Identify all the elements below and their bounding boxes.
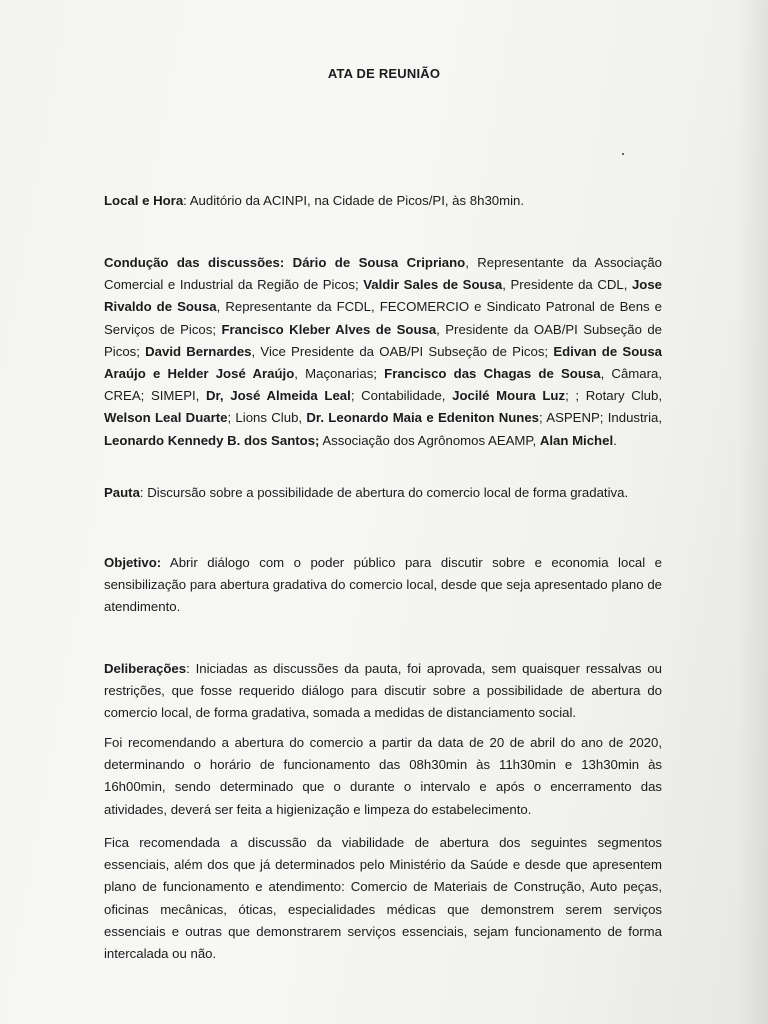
participant-role: , Representante da Associação Comercial e Industrial da Região de Picos; <box>104 255 662 293</box>
participant-name: David Bernardes <box>145 343 252 359</box>
participant-name: Valdir Sales de Sousa <box>363 277 503 293</box>
participant-name: Leonardo Kennedy B. dos Santos; <box>104 432 320 448</box>
participant-name: Jose Rivaldo de Sousa <box>104 277 662 315</box>
participant-role: , Representante da FCDL, FECOMERCIO e Sindicato Patronal de Bens e Serviços de Picos; <box>104 299 662 337</box>
local-hora-label: Local e Hora <box>104 193 184 208</box>
participant-role: ; Lions Club, <box>227 410 307 426</box>
local-hora-paragraph <box>104 190 662 212</box>
conducao-space <box>284 255 292 270</box>
participant-name: Francisco Kleber Alves de Sousa <box>221 321 437 337</box>
objetivo-text: Abrir diálogo com o poder público para discutir sobre e economia local e sensibilização para abertura gradativa do comercio local, desde que seja apresentado plano de atendimento. <box>104 555 662 615</box>
participant-role: , Maçonarias; <box>294 366 385 382</box>
participant-role: , Presidente da CDL, <box>502 277 632 293</box>
participant-name: Francisco das Chagas de Sousa <box>384 366 601 382</box>
participant-role: ; Contabilidade, <box>350 388 453 404</box>
objetivo-label: Objetivo: <box>104 555 162 570</box>
pauta-text: : Discursão sobre a possibilidade de abertura do comercio local de forma gradativa. <box>139 485 629 500</box>
deliberacoes-text: : Iniciadas as discussões da pauta, foi aprovada, sem quaisquer ressalvas ou restrições, que fosse requerido diálogo para discutir sobre a possibilidade de abertura do comercio local, de forma gradativa, somada a medidas de distanciamento social. <box>104 661 662 721</box>
participant-name: Welson Leal Duarte <box>104 410 228 426</box>
participant-name: Dr. Leonardo Maia e Edeniton Nunes <box>306 410 540 426</box>
pauta-paragraph <box>104 482 662 504</box>
deliberacoes-label: Deliberações <box>104 661 187 676</box>
participant-role: Associação dos Agrônomos AEAMP, <box>319 432 540 448</box>
participant-role: ; ASPENP; Industria, <box>539 410 662 426</box>
participant-name: Alan Michel <box>539 432 614 448</box>
document-title: ATA DE REUNIÃO <box>327 66 441 81</box>
pauta-label: Pauta <box>104 485 140 500</box>
local-hora-text: : Auditório da ACINPI, na Cidade de Picos/PI, às 8h30min. <box>183 193 525 208</box>
conducao-label: Condução das discussões: <box>104 255 285 270</box>
participant-name: Edivan de Sousa Araújo e Helder José Araújo <box>104 343 662 382</box>
deliberacoes-paragraph <box>104 658 662 725</box>
horario-paragraph: Foi recomendando a abertura do comercio a partir da data de 20 de abril do ano de 2020, determinando o horário de funcionamento das 08h30min às 11h30min e 13h30min às 16h00min, sendo determinado que o durante o intervalo e após o encerramento das atividades, deverá ser feita a higienização e limpeza do estabelecimento. <box>104 735 662 817</box>
conducao-paragraph <box>104 252 662 452</box>
participant-name: Dr, José Almeida Leal <box>205 388 351 404</box>
participant-name: Jocilé Moura Luz <box>452 388 566 404</box>
participant-role: . <box>613 432 617 448</box>
objetivo-paragraph <box>104 552 662 619</box>
ink-dot <box>622 153 624 155</box>
page-shadow <box>738 0 768 1024</box>
participant-name: Dário de Sousa Cripriano <box>292 255 466 270</box>
participant-role: , Câmara, CREA; SIMEPI, <box>104 366 662 404</box>
segmentos-paragraph: Fica recomendada a discussão da viabilidade de abertura dos seguintes segmentos essenciais, além dos que já determinados pelo Ministério da Saúde e desde que apresentem plano de funcionamento e atendimento: Comercio de Materiais de Construção, Auto peças, oficinas mecânicas, óticas, especialidades médicas que demonstrem serem serviços essenciais e outras que demonstrarem serviços essenciais, sejam funcionamento de forma intercalada ou não. <box>104 835 662 962</box>
participant-role: , Vice Presidente da OAB/PI Subseção de Picos; <box>251 343 554 359</box>
participant-role: ; ; Rotary Club, <box>565 388 663 404</box>
participant-role: , Presidente da OAB/PI Subseção de Picos; <box>104 321 662 359</box>
